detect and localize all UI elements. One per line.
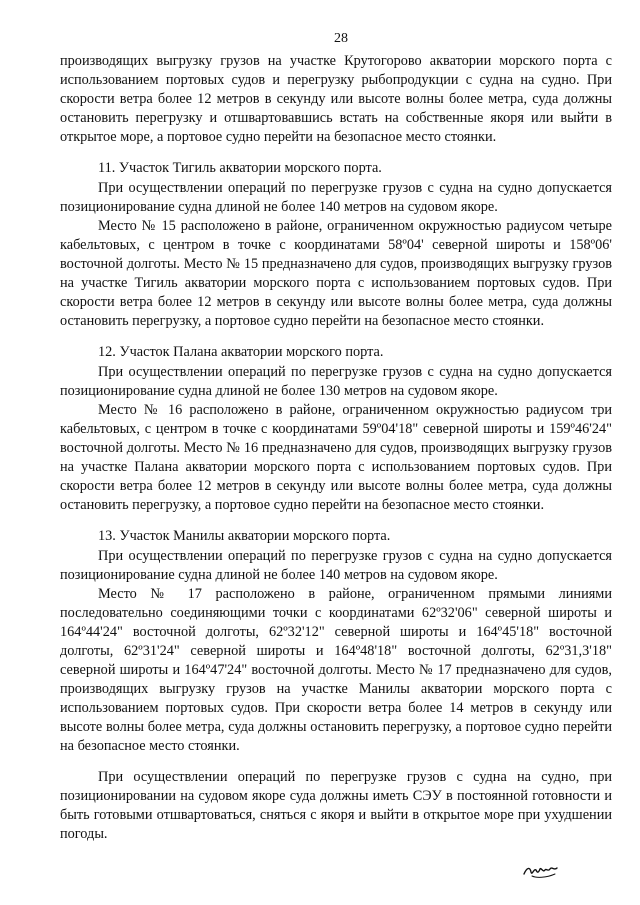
section-paragraph: При осуществлении операций по перегрузке грузов с судна на судно допускается позиционирование судна длиной не более 140 метров на судовом якоре. [60,548,612,583]
closing-paragraph: При осуществлении операций по перегрузке грузов с судна на судно, при позиционировании на судовом якоре суда должны иметь СЭУ в постоянной готовности и быть готовыми отшвартоваться, сняться с якоря и выйти в открытое море при ухудшении погоды. [60,769,612,842]
section-12 [60,343,612,515]
section-11 [60,159,612,331]
section-title: 12. Участок Палана акватории морского порта. [98,344,384,360]
intro-paragraph: производящих выгрузку грузов на участке Крутогорово акватории морского порта с использованием портовых судов и перегрузку рыбопродукции с судна на судно. При скорости ветра более 12 метров в секунду или высоте волны более метра, суда должны остановить перегрузку и отшвартовавшись встать на собственные якоря или выйти в открытое море, а портовое судно перейти на безопасное место стоянки. [60,53,612,145]
section-paragraph: Место № 15 расположено в районе, ограниченном окружностью радиусом четыре кабельтовых, с центром в точке с координатами 58º04' северной широты и 158º06' восточной долготы. Место № 15 предназначено для судов, производящих выгрузку грузов на участке Тигиль акватории морского порта с использованием портовых судов. При скорости ветра более 12 метров в секунду или высоте волны более метра, суда должны остановить перегрузку, а портовое судно перейти на безопасное место стоянки. [60,218,612,329]
paragraph-gap [60,756,612,768]
section-title: 11. Участок Тигиль акватории морского порта. [98,160,382,176]
section-13 [60,527,612,756]
section-paragraph: Место № 16 расположено в районе, ограниченном окружностью радиусом три кабельтовых, с центром в точке с координатами 59º04'18" северной широты и 159º46'24" восточной долготы. Место № 16 предназначено для судов, производящих выгрузку грузов на участке Палана акватории морского порта с использованием портовых судов. При скорости ветра более 12 метров в секунду или высоте волны более метра, суда должны остановить перегрузку, а портовое судно перейти на безопасное место стоянки. [60,402,612,513]
section-paragraph: При осуществлении операций по перегрузке грузов с судна на судно допускается позиционирование судна длиной не более 130 метров на судовом якоре. [60,364,612,399]
signature-icon [522,858,560,880]
section-paragraph: Место № 17 расположено в районе, ограниченном прямыми линиями последовательно соединяющими точки с координатами 62º32'06" северной широты и 164º44'24" восточной долготы, 62º32'12" северной широты и 164º45'18" восточной долготы, 62º31'24" северной широты и 164º48'18" восточной долготы, 62º31,3'18" северной широты и 164º47'24" восточной долготы. Место № 17 предназначено для судов, производящих выгрузку грузов на участке Манилы акватории морского порта с использованием портовых судов. При скорости ветра более 14 метров в секунду или высоте волны более метра, суда должны остановить перегрузку, а портовое судно перейти на безопасное место стоянки. [60,586,612,754]
page-number: 28 [334,31,348,46]
section-title: 13. Участок Манилы акватории морского порта. [98,528,391,544]
section-paragraph: При осуществлении операций по перегрузке грузов с судна на судно допускается позиционирование судна длиной не более 140 метров на судовом якоре. [60,180,612,215]
